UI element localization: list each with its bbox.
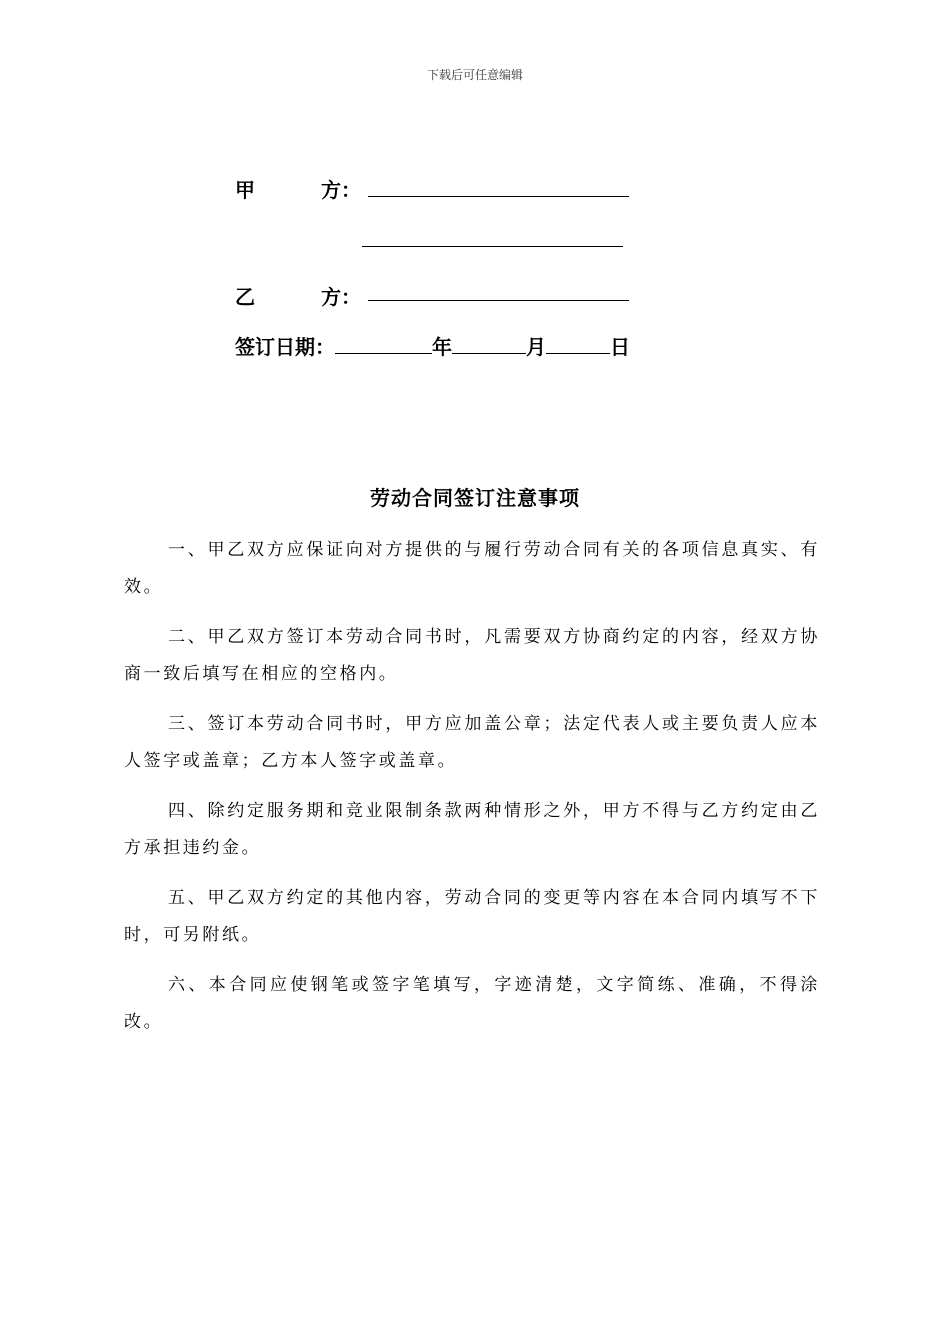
signing-date-row [235,331,630,360]
notice-item: 六、本合同应使钢笔或签字笔填写，字迹清楚，文字简练、准确，不得涂改。 [124,975,820,1032]
day-blank[interactable] [546,335,610,354]
notice-item: 二、甲乙双方签订本劳动合同书时，凡需要双方协商约定的内容，经双方协商一致后填写在相应的空格内。 [124,627,820,684]
month-blank[interactable] [452,335,526,354]
year-label: 年 [432,335,452,359]
notice-title: 劳动合同签订注意事项 [370,486,580,510]
notice-item: 一、甲乙双方应保证向对方提供的与履行劳动合同有关的各项信息真实、有效。 [124,540,820,597]
party-a-label-char2: 方： [321,178,361,202]
party-b-label-char1: 乙 [235,285,255,309]
party-a-signature-line[interactable] [368,196,629,197]
header-note: 下载后可任意编辑 [426,68,523,82]
month-label: 月 [526,335,546,359]
notice-item: 三、签订本劳动合同书时，甲方应加盖公章；法定代表人或主要负责人应本人签字或盖章；乙方本人签字或盖章。 [124,714,820,771]
party-b-label-char2: 方： [321,285,361,309]
party-b-row [235,281,361,310]
day-label: 日 [610,335,630,359]
year-blank[interactable] [335,335,432,354]
signing-date-label: 签订日期： [235,335,335,359]
party-b-signature-line[interactable] [368,300,629,301]
notice-list [124,532,820,1054]
party-a-extra-line[interactable] [362,246,623,247]
notice-item: 四、除约定服务期和竞业限制条款两种情形之外，甲方不得与乙方约定由乙方承担违约金。 [124,801,820,858]
party-a-row [235,174,361,203]
notice-item: 五、甲乙双方约定的其他内容，劳动合同的变更等内容在本合同内填写不下时，可另附纸。 [124,888,820,945]
party-a-label-char1: 甲 [235,178,255,202]
